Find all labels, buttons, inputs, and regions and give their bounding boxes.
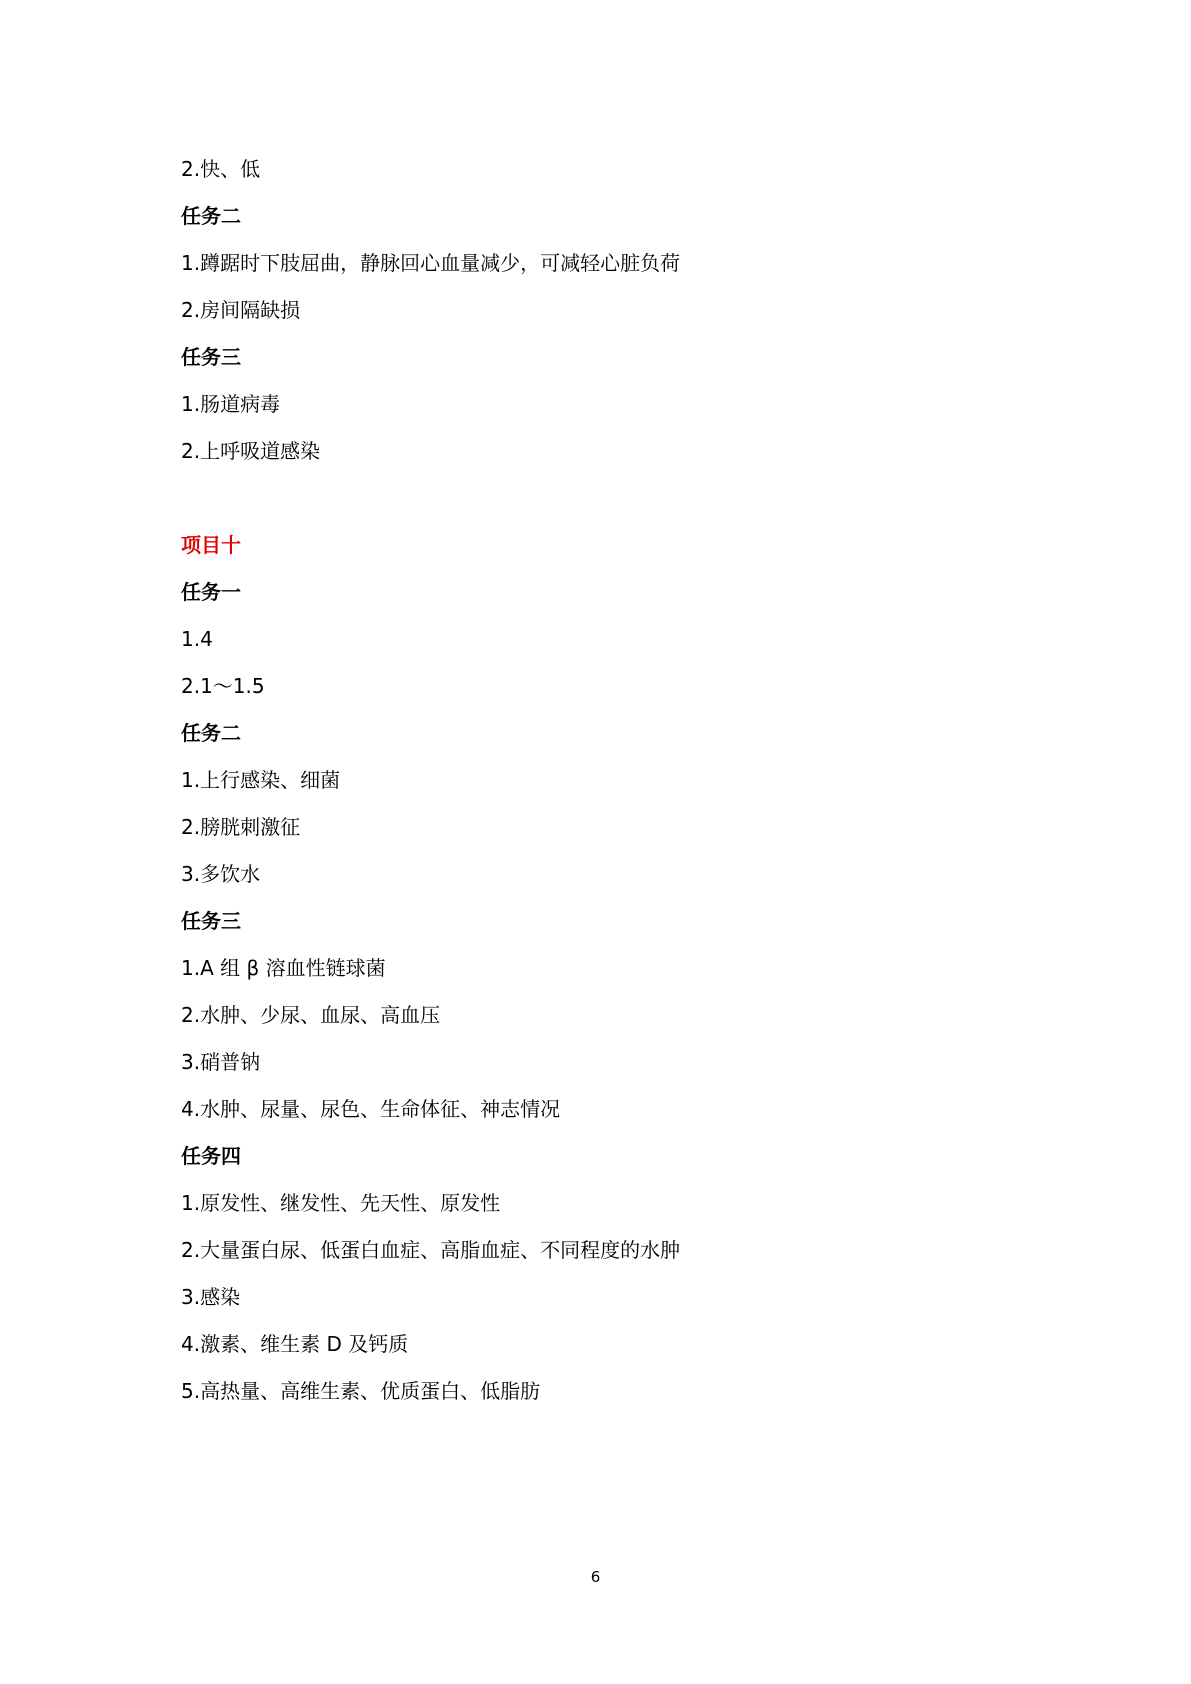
task-heading: 任务三 — [181, 345, 241, 369]
answer-line: 3.多饮水 — [181, 862, 261, 886]
answer-line: 2.膀胱刺激征 — [181, 815, 301, 839]
task-heading: 任务四 — [181, 1144, 241, 1168]
answer-line: 1.蹲踞时下肢屈曲，静脉回心血量减少，可减轻心脏负荷 — [181, 251, 681, 275]
document-body — [181, 146, 1041, 1415]
task-heading: 任务二 — [181, 721, 241, 745]
answer-line: 5.高热量、高维生素、优质蛋白、低脂肪 — [181, 1379, 541, 1403]
answer-line: 4.激素、维生素 D 及钙质 — [181, 1332, 409, 1356]
task-heading: 任务三 — [181, 909, 241, 933]
answer-line: 1.4 — [181, 627, 213, 651]
section-spacer — [181, 475, 1041, 522]
answer-line: 3.硝普钠 — [181, 1050, 261, 1074]
answer-line: 1.肠道病毒 — [181, 392, 281, 416]
answer-line: 3.感染 — [181, 1285, 241, 1309]
answer-line: 4.水肿、尿量、尿色、生命体征、神志情况 — [181, 1097, 561, 1121]
answer-line: 1.A 组 β 溶血性链球菌 — [181, 956, 386, 980]
project-heading: 项目十 — [181, 533, 241, 557]
answer-line: 2.房间隔缺损 — [181, 298, 301, 322]
answer-line: 2.快、低 — [181, 157, 261, 181]
page-number: 6 — [590, 1568, 601, 1586]
task-heading: 任务二 — [181, 204, 241, 228]
task-heading: 任务一 — [181, 580, 241, 604]
answer-line: 2.1～1.5 — [181, 674, 265, 698]
answer-line: 2.大量蛋白尿、低蛋白血症、高脂血症、不同程度的水肿 — [181, 1238, 681, 1262]
answer-line: 2.水肿、少尿、血尿、高血压 — [181, 1003, 441, 1027]
answer-line: 1.上行感染、细菌 — [181, 768, 341, 792]
answer-line: 2.上呼吸道感染 — [181, 439, 321, 463]
answer-line: 1.原发性、继发性、先天性、原发性 — [181, 1191, 501, 1215]
